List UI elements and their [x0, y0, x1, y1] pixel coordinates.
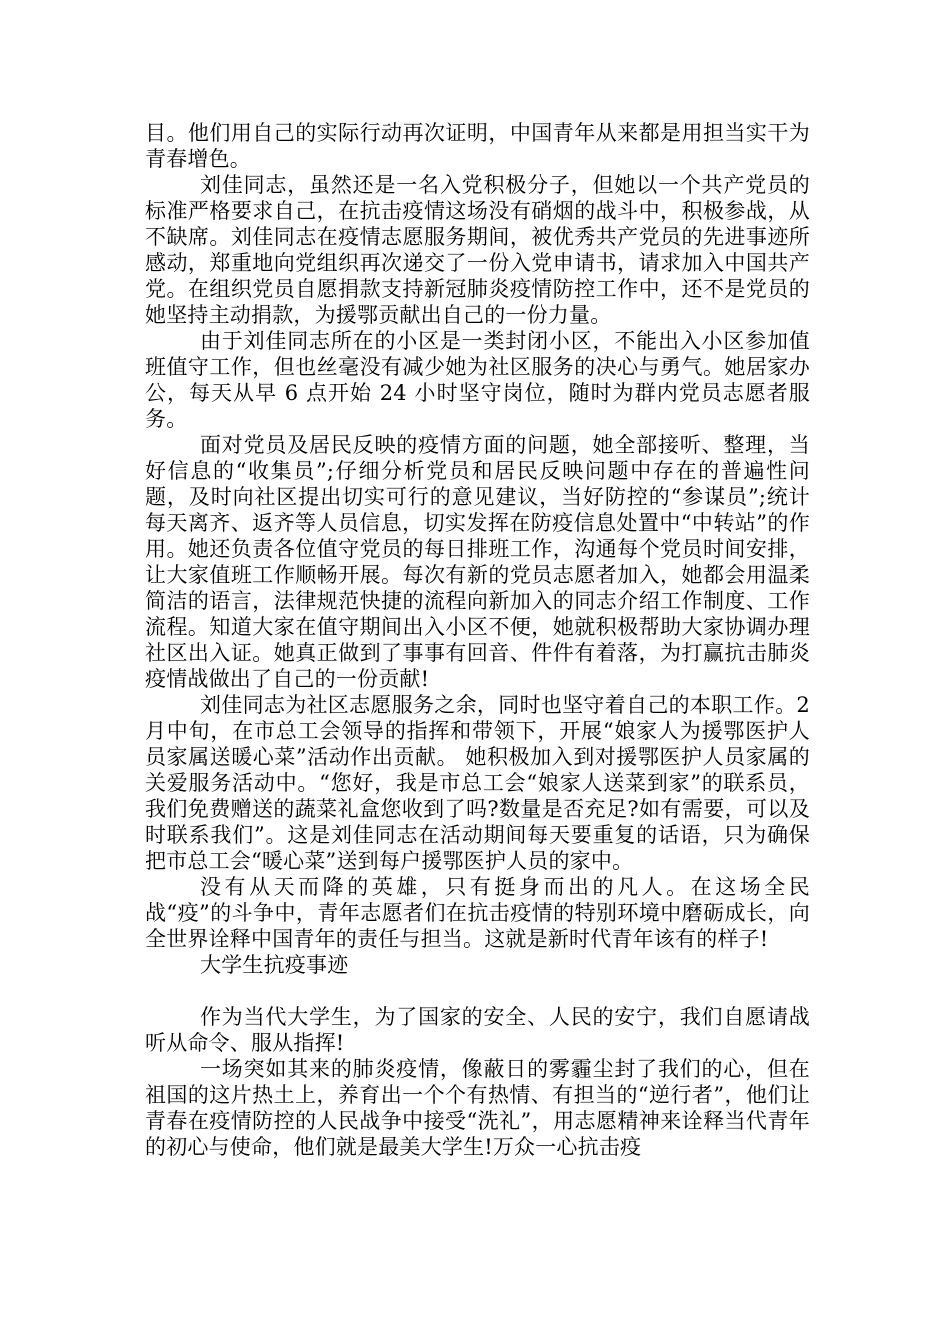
paragraph-1: 目。他们用自己的实际行动再次证明，中国青年从来都是用担当实干为青春增色。 [145, 121, 810, 171]
section-heading: 大学生抗疫事迹 [200, 953, 349, 977]
document-page [145, 120, 810, 1160]
paragraph-6: 没有从天而降的英雄，只有挺身而出的凡人。在这场全民战“疫”的斗争中，青年志愿者们在抗击疫情的特别环境中磨砺成长，向全世界诠释中国青年的责任与担当。这就是新时代青年该有的样子! [145, 875, 810, 951]
paragraph-7: 作为当代大学生，为了国家的安全、人民的安宁，我们自愿请战听从命令、服从指挥! [145, 1005, 810, 1055]
paragraph-5: 刘佳同志为社区志愿服务之余，同时也坚守着自己的本职工作。2 月中旬，在市总工会领导的指挥和带领下，开展“娘家人为援鄂医护人员家属送暖心菜”活动作出贡献。 她积极加入到对援鄂医护人员家属的关爱服务活动中。“您好，我是市总工会“娘家人送菜到家”的联系员，我们免费赠送的蔬菜礼盒您收到了吗?数量是否充足?如有需要，可以及时联系我们”。这是刘佳同志在活动期间每天要重复的话语，只为确保把市总工会“暖心菜”送到每户援鄂医护人员的家中。 [145, 693, 810, 873]
paragraph-2: 刘佳同志，虽然还是一名入党积极分子，但她以一个共产党员的标准严格要求自己，在抗击疫情这场没有硝烟的战斗中，积极参战，从不缺席。刘佳同志在疫情志愿服务期间，被优秀共产党员的先进事迹所感动，郑重地向党组织再次递交了一份入党申请书，请求加入中国共产党。在组织党员自愿捐款支持新冠肺炎疫情防控工作中，还不是党员的她坚持主动捐款，为援鄂贡献出自己的一份力量。 [145, 173, 810, 327]
paragraph-3: 由于刘佳同志所在的小区是一类封闭小区，不能出入小区参加值班值守工作，但也丝毫没有减少她为社区服务的决心与勇气。她居家办公，每天从早 6 点开始 24 小时坚守岗位，随时为群内党员志愿者服务。 [145, 329, 810, 431]
blank-line [145, 978, 810, 1004]
paragraph-8: 一场突如其来的肺炎疫情，像蔽日的雾霾尘封了我们的心，但在祖国的这片热土上，养育出一个个有热情、有担当的“逆行者”，他们让青春在疫情防控的人民战争中接受“洗礼”，用志愿精神来诠释当代青年的初心与使命，他们就是最美大学生!万众一心抗击疫 [145, 1057, 810, 1159]
paragraph-4: 面对党员及居民反映的疫情方面的问题，她全部接听、整理，当好信息的“收集员”;仔细分析党员和居民反映问题中存在的普遍性问题，及时向社区提出切实可行的意见建议，当好防控的“参谋员”;统计每天离齐、返齐等人员信息，切实发挥在防疫信息处置中“中转站”的作用。她还负责各位值守党员的每日排班工作，沟通每个党员时间安排，让大家值班工作顺畅开展。每次有新的党员志愿者加入，她都会用温柔简洁的语言，法律规范快捷的流程向新加入的同志介绍工作制度、工作流程。知道大家在值守期间出入小区不便，她就积极帮助大家协调办理社区出入证。她真正做到了事事有回音、件件有着落，为打赢抗击肺炎疫情战做出了自己的一份贡献! [145, 433, 810, 691]
